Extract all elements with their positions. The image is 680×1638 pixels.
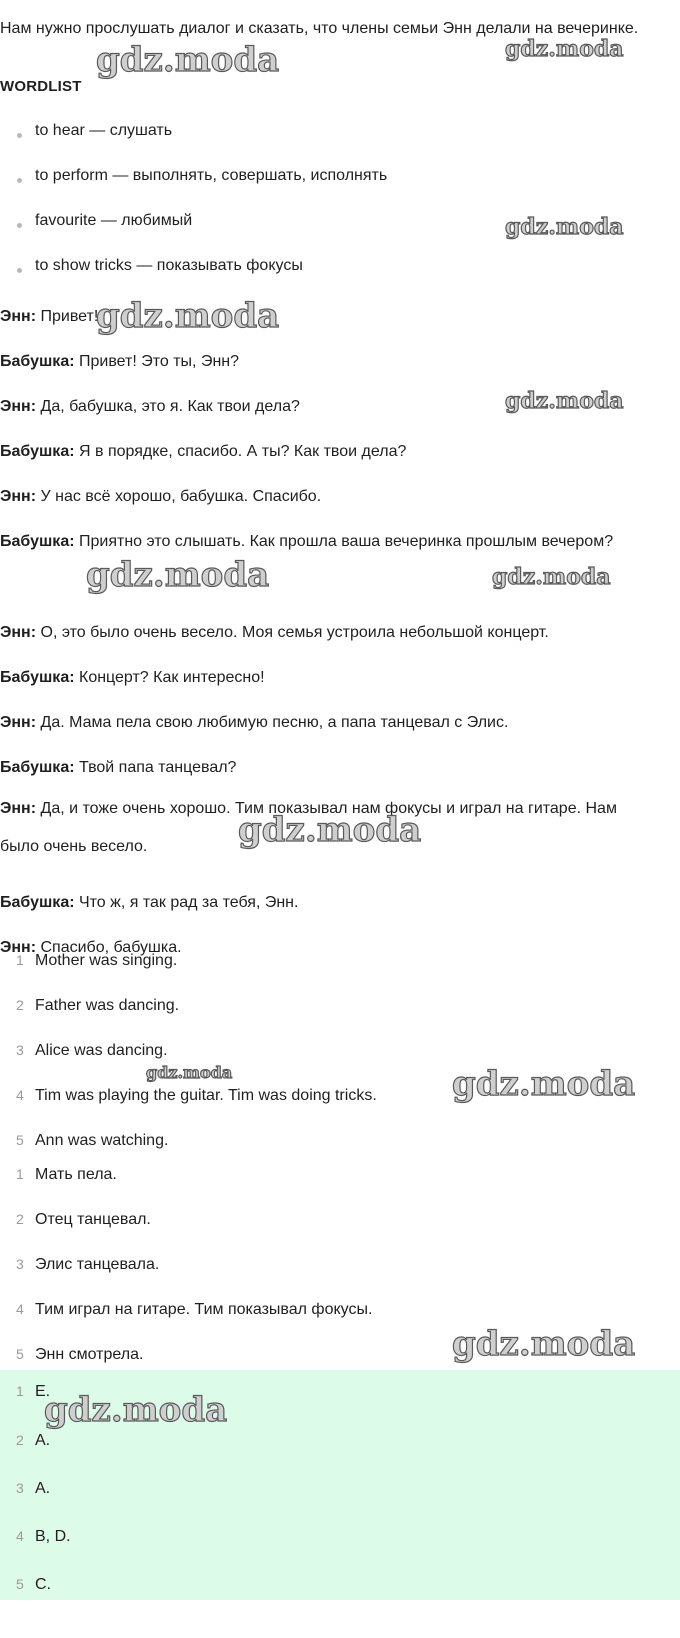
- bullet-icon: [17, 223, 22, 228]
- watermark-logo: gdz.moda: [492, 564, 611, 590]
- dialog-line: Бабушка: Что ж, я так рад за тебя, Энн.: [0, 894, 299, 911]
- watermark-logo: gdz.moda: [86, 555, 270, 595]
- watermark-logo: gdz.moda: [146, 1063, 233, 1082]
- dialog-line: Бабушка: Я в порядке, спасибо. А ты? Как твои дела?: [0, 443, 407, 460]
- watermark-logo: gdz.moda: [44, 1390, 228, 1430]
- dialog-line: Бабушка: Концерт? Как интересно!: [0, 669, 265, 686]
- wordlist-item: to perform — выполнять, совершать, исполнять: [0, 167, 680, 212]
- watermark-logo: gdz.moda: [452, 1064, 636, 1104]
- dialog-line: Энн: Привет!: [0, 308, 99, 325]
- bullet-icon: [17, 133, 22, 138]
- list-item: 3 Alice was dancing.: [16, 1042, 168, 1059]
- watermark-logo: gdz.moda: [505, 214, 624, 240]
- watermark-logo: gdz.moda: [238, 810, 422, 850]
- watermark-logo: gdz.moda: [505, 388, 624, 414]
- watermark-logo: gdz.moda: [96, 296, 280, 336]
- list-item: 4 Tim was playing the guitar. Tim was doing tricks.: [16, 1087, 377, 1104]
- wordlist-item: to show tricks — показывать фокусы: [0, 257, 680, 302]
- list-item: 1 E.: [16, 1383, 51, 1400]
- list-item: 3 A.: [16, 1480, 51, 1497]
- dialog-line: Бабушка: Твой папа танцевал?: [0, 759, 237, 776]
- dialog-line: Энн: Спасибо, бабушка.: [0, 939, 182, 956]
- list-item: 2 Отец танцевал.: [16, 1211, 151, 1228]
- watermark-logo: gdz.moda: [505, 36, 624, 62]
- intro-text: Нам нужно прослушать диалог и сказать, что члены семьи Энн делали на вечеринке.: [0, 20, 639, 37]
- dialog-line: Энн: У нас всё хорошо, бабушка. Спасибо.: [0, 488, 322, 505]
- list-item: 4 B, D.: [16, 1528, 71, 1545]
- dialog-line: Бабушка: Привет! Это ты, Энн?: [0, 353, 240, 370]
- dialog-line: Энн: О, это было очень весело. Моя семья устроила небольшой концерт.: [0, 624, 549, 641]
- list-item: 1 Мать пела.: [16, 1166, 117, 1183]
- dialog-line: Бабушка: Приятно это слышать. Как прошла ваша вечеринка прошлым вечером?: [0, 533, 614, 550]
- dialog-line: Энн: Да, бабушка, это я. Как твои дела?: [0, 398, 300, 415]
- list-item: 2 Father was dancing.: [16, 997, 180, 1014]
- watermark-logo: gdz.moda: [452, 1324, 636, 1364]
- wordlist: [0, 122, 680, 302]
- bullet-icon: [17, 268, 22, 273]
- wordlist-item: to hear — слушать: [0, 122, 680, 167]
- bullet-icon: [17, 178, 22, 183]
- wordlist-item: favourite — любимый: [0, 212, 680, 257]
- wordlist-heading: WORDLIST: [0, 78, 82, 95]
- dialog-line: Энн: Да. Мама пела свою любимую песню, а папа танцевал с Элис.: [0, 714, 509, 731]
- list-item: 5 Энн смотрела.: [16, 1346, 144, 1363]
- watermark-logo: gdz.moda: [96, 40, 280, 80]
- list-item: 2 A.: [16, 1432, 51, 1449]
- list-item: 5 Ann was watching.: [16, 1132, 169, 1149]
- list-item: 4 Тим играл на гитаре. Тим показывал фокусы.: [16, 1301, 373, 1318]
- list-item: 3 Элис танцевала.: [16, 1256, 160, 1273]
- dialog-line: Энн: Да, и тоже очень хорошо. Тим показывал нам фокусы и играл на гитаре. Нам было очень весело.: [0, 800, 617, 855]
- list-item: 1 Mother was singing.: [16, 952, 178, 969]
- list-item: 5 C.: [16, 1576, 51, 1593]
